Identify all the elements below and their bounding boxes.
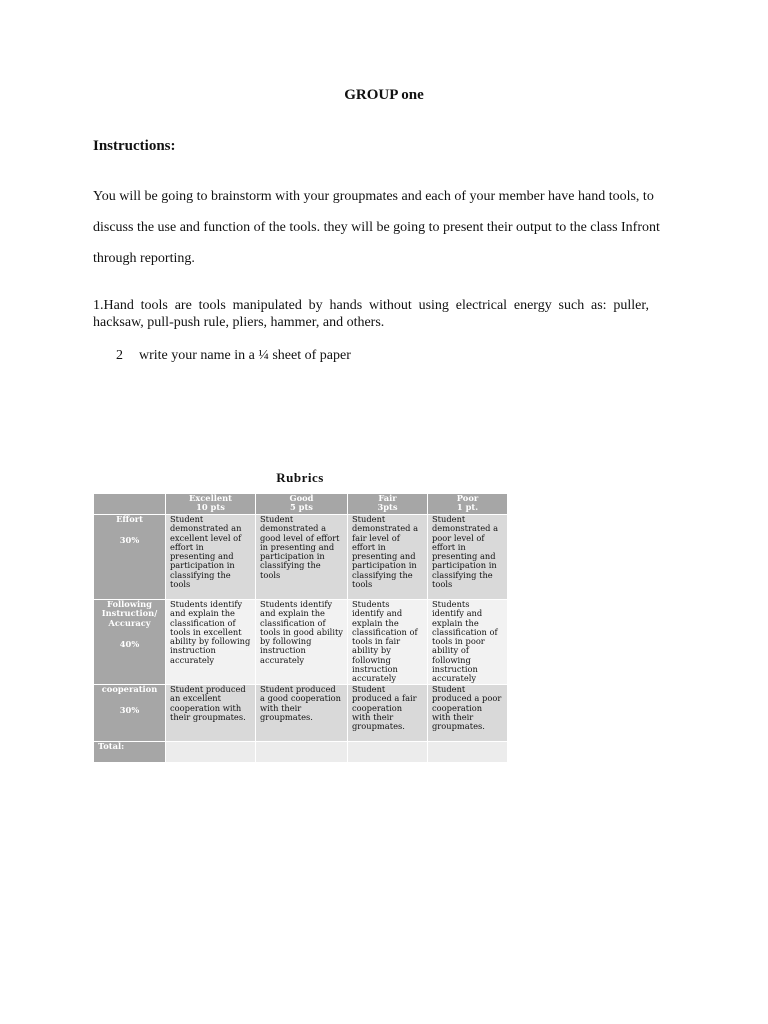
total-label: Total: [94,742,166,763]
rubric-header-row [94,494,508,515]
rubric-cell: Students identify and explain the classification of tools in fair ability by following instruction accurately [348,600,428,685]
criterion-cell: Following Instruction/ Accuracy 40% [94,600,166,685]
instructions-line: through reporting. [93,251,195,266]
total-cell [348,742,428,763]
instructions-line: You will be going to brainstorm with your groupmates and each of your member have hand tools, to [93,189,654,204]
rubric-cell: Student demonstrated a good level of effort in presenting and participation in classifying the tools [256,515,348,600]
rubric-cell: Student produced a poor cooperation with their groupmates. [428,685,508,742]
rubric-corner-cell [94,494,166,515]
total-cell [256,742,348,763]
instructions-paragraph [93,181,683,274]
rubric-row-cooperation [94,685,508,742]
total-cell [428,742,508,763]
rubric-row-total [94,742,508,763]
rubrics-title: Rubrics [276,470,324,485]
rubric-cell: Students identify and explain the classification of tools in excellent ability by following instruction accurately [166,600,256,685]
instructions-heading: Instructions: [93,138,176,154]
rubric-cell: Student demonstrated a poor level of effort in presenting and participation in classifying the tools [428,515,508,600]
page-title: GROUP one [344,87,424,103]
criterion-cell: Effort 30% [94,515,166,600]
rubric-row-effort [94,515,508,600]
rubric-header-fair: Fair 3pts [348,494,428,515]
criterion-cell: cooperation 30% [94,685,166,742]
rubric-cell: Students identify and explain the classification of tools in good ability by following instruction accurately [256,600,348,685]
rubric-row-following-instruction [94,600,508,685]
rubric-cell: Student produced a fair cooperation with their groupmates. [348,685,428,742]
instructions-line: discuss the use and function of the tools. they will be going to present their output to the class Infront [93,220,660,235]
rubric-cell: Students identify and explain the classification of tools in poor ability of following instruction accurately [428,600,508,685]
rubric-header-good: Good 5 pts [256,494,348,515]
list-item-1: 1.Hand tools are tools manipulated by hands without using electrical energy such as: puller, hacksaw, pull-push rule, pliers, hammer, and others. [93,298,649,330]
rubric-cell: Student demonstrated an excellent level of effort in presenting and participation in classifying the tools [166,515,256,600]
list-number: 2 [116,348,123,363]
rubric-header-excellent: Excellent 10 pts [166,494,256,515]
list-item-2 [116,348,351,364]
rubric-header-poor: Poor 1 pt. [428,494,508,515]
rubric-cell: Student demonstrated a fair level of effort in presenting and participation in classifying the tools [348,515,428,600]
list-text: write your name in a ¼ sheet of paper [139,348,351,363]
rubrics-table [93,493,508,763]
total-cell [166,742,256,763]
rubric-cell: Student produced an excellent cooperation with their groupmates. [166,685,256,742]
rubric-cell: Student produced a good cooperation with their groupmates. [256,685,348,742]
